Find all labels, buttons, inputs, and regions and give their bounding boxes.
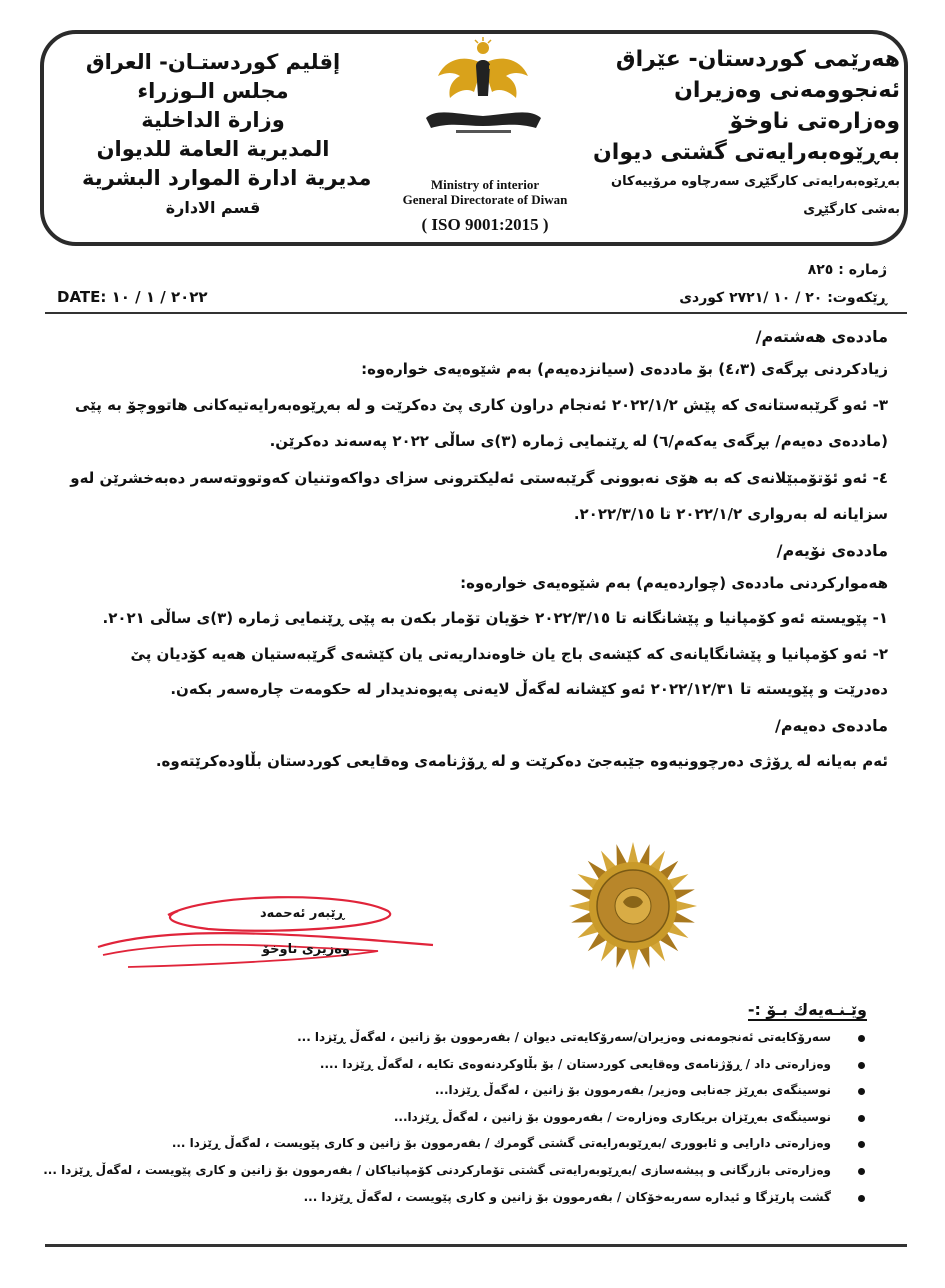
kurdish-line-section: بەشی كارگێڕی [803,202,900,217]
seal-ray [569,901,591,912]
list-item: وەزارەتی دارایی و ئابووری /بەڕێوبەرایەتی گشتی گومرك / بفەرموون بۆ زانین و كاری پێویست ، لەگەڵ ڕێزدا ... [43,1136,865,1163]
body-line: ١- پێویستە ئەو كۆمپانیا و پێشانگانە تا ٢٠٢٢/٣/١٥ خۆیان تۆمار بكەن بە پێی ڕێنمایی ژمارە (٣)ی ساڵی ٢٠٢١. [102,609,888,627]
bullet-icon [858,1141,865,1148]
bottom-divider [45,1244,907,1247]
arabic-line-section: قسم الادارة [165,198,261,217]
body-line: (ماددەی دەیەم/ بڕگەی یەكەم/٦) لە ڕێنمایی ژمارە (٣)ی ساڵی ٢٠٢٢ پەسەند دەكرێن. [269,432,888,450]
kurdish-letterhead [593,44,900,224]
list-item: نوسینگەی بەڕێزان بریكاری وەزارەت / بفەرموون بۆ زانین ، لەگەڵ ڕێزدا... [43,1110,865,1137]
iso-certification: ( ISO 9001:2015 ) [421,215,549,234]
english-ministry: Ministry of interior [430,177,540,192]
list-item: وەزارەتی داد / ڕۆژنامەی وەقایعی كوردستان / بۆ بڵاوكردنەوەی تكایە ، لەگەڵ ڕێزدا .... [43,1057,865,1084]
article-nine-heading: ماددەی نۆیەم/ [776,541,888,560]
kurdistan-eagle-emblem-icon [416,36,551,136]
bullet-icon [858,1062,865,1069]
article-ten-heading: ماددەی دەیەم/ [775,716,888,735]
list-item: سەرۆكایەتی ئەنجومەنی وەزیران/سەرۆكایەتی دیوان / بفەرموون بۆ زانین ، لەگەڵ ڕێزدا ... [43,1030,865,1057]
list-item: گشت پارێزگا و ئیدارە سەربەخۆكان / بفەرموون بۆ زانین و كاری پێویست ، لەگەڵ ڕێزدا ... [43,1190,865,1217]
list-item: نوسینگەی بەڕێز جەنابی وەزیر/ بفەرموون بۆ زانین ، لەگەڵ ڕێزدا... [43,1083,865,1110]
bullet-icon [858,1168,865,1175]
body-line: ٣- ئەو گرێبەستانەی كە پێش ٢٠٢٢/١/٢ ئەنجام دراون كاری پێ دەكرێت و لە بەڕێوەبەرایەتیەكانی هاتووچۆ بە پێی [74,396,888,414]
body-line: دەدرێت و پێویستە تا ٢٠٢٢/١٢/٣١ ئەو كێشانە لەگەڵ لایەنی پەیوەندیدار لە حكومەت چارەسەر بكەن. [170,680,888,698]
english-directorate: General Directorate of Diwan [402,192,568,207]
article-eight-heading: ماددەی هەشتەم/ [755,327,888,346]
signatory-name: ڕێبەر ئەحمەد [260,906,345,921]
distribution-list [43,1030,865,1216]
seal-ray [628,948,639,970]
list-item: وەزارەتی بازرگانی و پیشەسازی /بەڕێوبەرایەتی گشتی تۆماركردنی كۆمپانیاكان / بفەرموون بۆ زانین و كاری پێویست ، لەگەڵ ڕێزدا ... [43,1163,865,1190]
arabic-line-directorate: المديرية العامة للديوان [96,137,330,161]
handwritten-signature [88,885,438,970]
english-letterhead [370,177,600,235]
copies-to-heading: وێـنـەیەك بـۆ :- [747,1000,867,1019]
kurdish-line-hr: بەڕێوەبەرایەتی كارگێڕی سەرچاوە مرۆییەكان [611,174,900,189]
bullet-icon [858,1195,865,1202]
body-line: ٢- ئەو كۆمپانیا و پێشانگایانەی كە كێشەی باج یان خاوەنداریەتی یان كێشەی گرێبەستیان هەیە كۆدیان پێ [130,645,888,663]
arabic-line-region: إقليم كوردستـان- العراق [85,50,341,74]
arabic-letterhead [82,48,372,222]
kurdish-line-ministry: وەزارەتی ناوخۆ [729,109,900,134]
seal-ray [628,842,639,864]
kurdish-line-region: هەرێمی كوردستان- عێراق [615,47,900,72]
body-line: زیادكردنی بڕگەی (٤،٣) بۆ ماددەی (سیانزدەیەم) بەم شێوەیەی خوارەوە: [361,360,888,378]
body-line: ئەم بەیانە لە ڕۆژی دەرچوونیەوە جێبەجێ دەكرێت و لە ڕۆژنامەی وەقایعی كوردستان بڵاودەكرێتەوە. [155,752,888,770]
top-divider [45,312,907,314]
arabic-line-council: مجلس الـوزراء [137,79,289,103]
body-line: هەمواركردنی ماددەی (چواردەیەم) بەم شێوەیەی خوارەوە: [460,574,888,592]
kurdish-line-directorate: بەڕێوەبەرایەتی گشتی دیوان [593,140,900,165]
seal-ray [675,901,697,912]
arabic-line-hr: مديرية ادارة الموارد البشرية [82,166,372,190]
arabic-line-ministry: وزارة الداخلية [141,108,285,132]
body-line: سزایانە لە بەرواری ٢٠٢٢/١/٢ تا ٢٠٢٢/٣/١٥. [573,505,888,523]
kurdish-date: ڕێكەوت: ٢٠ / ١٠ /٢٧٢١ كوردی [679,290,887,306]
bullet-icon [858,1115,865,1122]
document-number: ژمارە : ٨٢٥ [807,262,887,278]
document-date: DATE: ٢٠٢٢ / ١ / ١٠ [57,288,208,306]
body-line: ٤- ئەو ئۆتۆمبێلانەی كە بە هۆی نەبوونی گرێبەستی ئەلیكترونی سزای دواكەوتنیان كەوتووتەسەر دەبەخشرێن لەو [70,469,888,487]
gold-ministry-seal-icon [567,832,699,980]
bullet-icon [858,1088,865,1095]
signatory-title: وەزیری ناوخۆ [262,942,351,957]
bullet-icon [858,1035,865,1042]
kurdish-line-council: ئەنجوومەنی وەزیران [674,78,900,103]
